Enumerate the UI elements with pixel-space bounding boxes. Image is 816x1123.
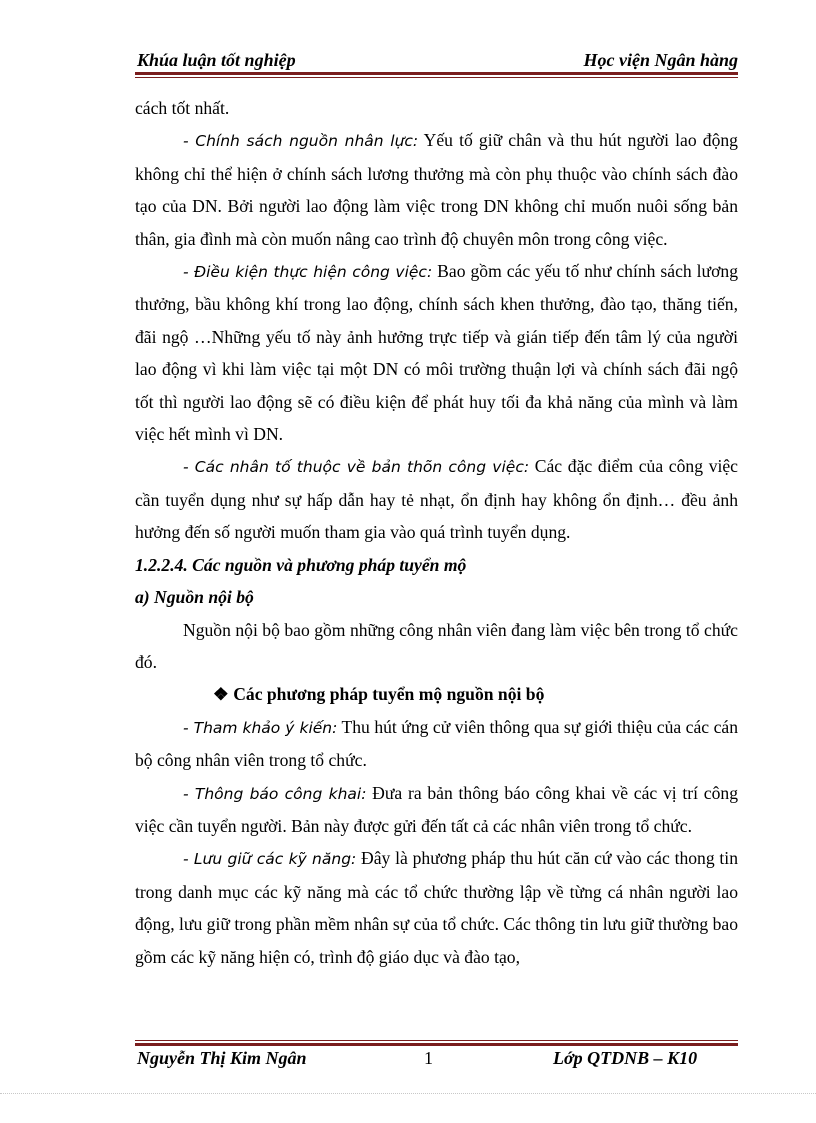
footer-rule-thick [135, 1043, 738, 1046]
paragraph-lead: - Điều kiện thực hiện công việc: [183, 263, 433, 282]
paragraph-job-factors: - Các nhân tố thuộc về bản thõn công việc: Các đặc điểm của công việc cần tuyển dụng như sự hấp dẫn hay tẻ nhạt, ổn định hay không ổn định… đều ảnh hưởng đến số người muốn tham gia vào quá trình tuyển dụng. [135, 456, 738, 543]
paragraph-work-conditions: - Điều kiện thực hiện công việc: Bao gồm các yếu tố như chính sách lương thưởng, bầu không khí trong lao động, chính sách khen thưởng, đào tạo, thăng tiến, đãi ngộ …Những yếu tố này ảnh hưởng trực tiếp và gián tiếp đến tâm lý của người lao động vì khi làm việc tại một DN có môi trường thuận lợi và chính sách đãi ngộ tốt thì người lao động sẽ có điều kiện để phát huy tối đa khả năng của mình và làm việc hết mình vì DN. [135, 261, 738, 445]
paragraph-continuation: cách tốt nhất. [135, 98, 230, 118]
header-institution: Học viện Ngân hàng [583, 50, 738, 70]
subsection-heading: a) Nguồn nội bộ [135, 587, 254, 608]
footer-rule-thin [135, 1040, 738, 1041]
page-footer [135, 1048, 738, 1072]
document-body [135, 92, 738, 973]
bullet-heading: ❖ Các phương pháp tuyển mộ nguồn nội bộ [213, 684, 545, 705]
paragraph-lead: - Lưu giữ các kỹ năng: [183, 850, 357, 869]
header-thesis-title: Khúa luận tốt nghiệp [137, 50, 296, 70]
page-number: 1 [424, 1048, 433, 1068]
paragraph-lead: - Các nhân tố thuộc về bản thõn công việc: [183, 458, 530, 477]
footer-author: Nguyễn Thị Kim Ngân [137, 1048, 307, 1068]
section-heading: 1.2.2.4. Các nguồn và phương pháp tuyển mộ [135, 554, 467, 575]
paragraph-internal-source: Nguồn nội bộ bao gồm những công nhân viên đang làm việc bên trong tổ chức đó. [135, 619, 738, 672]
paragraph-lead: - Tham khảo ý kiến: [183, 718, 338, 737]
paragraph-lead: - Thông báo công khai: [183, 784, 367, 803]
paragraph-skills-inventory: - Lưu giữ các kỹ năng: Đây là phương pháp thu hút căn cứ vào các thong tin trong danh mục các kỹ năng mà các tổ chức thường lập về từng cá nhân người lao động, lưu giữ trong phần mềm nhân sự của tổ chức. Các thông tin lưu giữ thường bao gồm các kỹ năng hiện có, trình độ giáo dục và đào tạo, [135, 848, 738, 967]
page-header [135, 48, 738, 72]
header-rule-thick [135, 72, 738, 75]
diamond-bullet-icon: ❖ [213, 684, 229, 705]
paragraph-public-notice: - Thông báo công khai: Đưa ra bản thông báo công khai về các vị trí công việc cần tuyển người. Bản này được gửi đến tất cả các nhân viên trong tổ chức. [135, 782, 738, 836]
paragraph-referral: - Tham khảo ý kiến: Thu hút ứng cử viên thông qua sự giới thiệu của các cán bộ công nhân viên trong tổ chức. [135, 716, 739, 771]
paragraph-hr-policy: - Chính sách nguồn nhân lực: Yếu tố giữ chân và thu hút người lao động không chỉ thể hiện ở chính sách lương thưởng mà còn phụ thuộc vào chính sách đào tạo của DN. Bởi người lao động làm việc trong DN không chỉ muốn nuôi sống bản thân, gia đình mà còn muốn nâng cao trình độ chuyên môn trong công việc. [135, 130, 738, 249]
page-boundary-divider [0, 1093, 816, 1094]
footer-class: Lớp QTDNB – K10 [553, 1048, 698, 1068]
paragraph-lead: - Chính sách nguồn nhân lực: [183, 132, 419, 151]
header-rule-thin [135, 77, 738, 78]
